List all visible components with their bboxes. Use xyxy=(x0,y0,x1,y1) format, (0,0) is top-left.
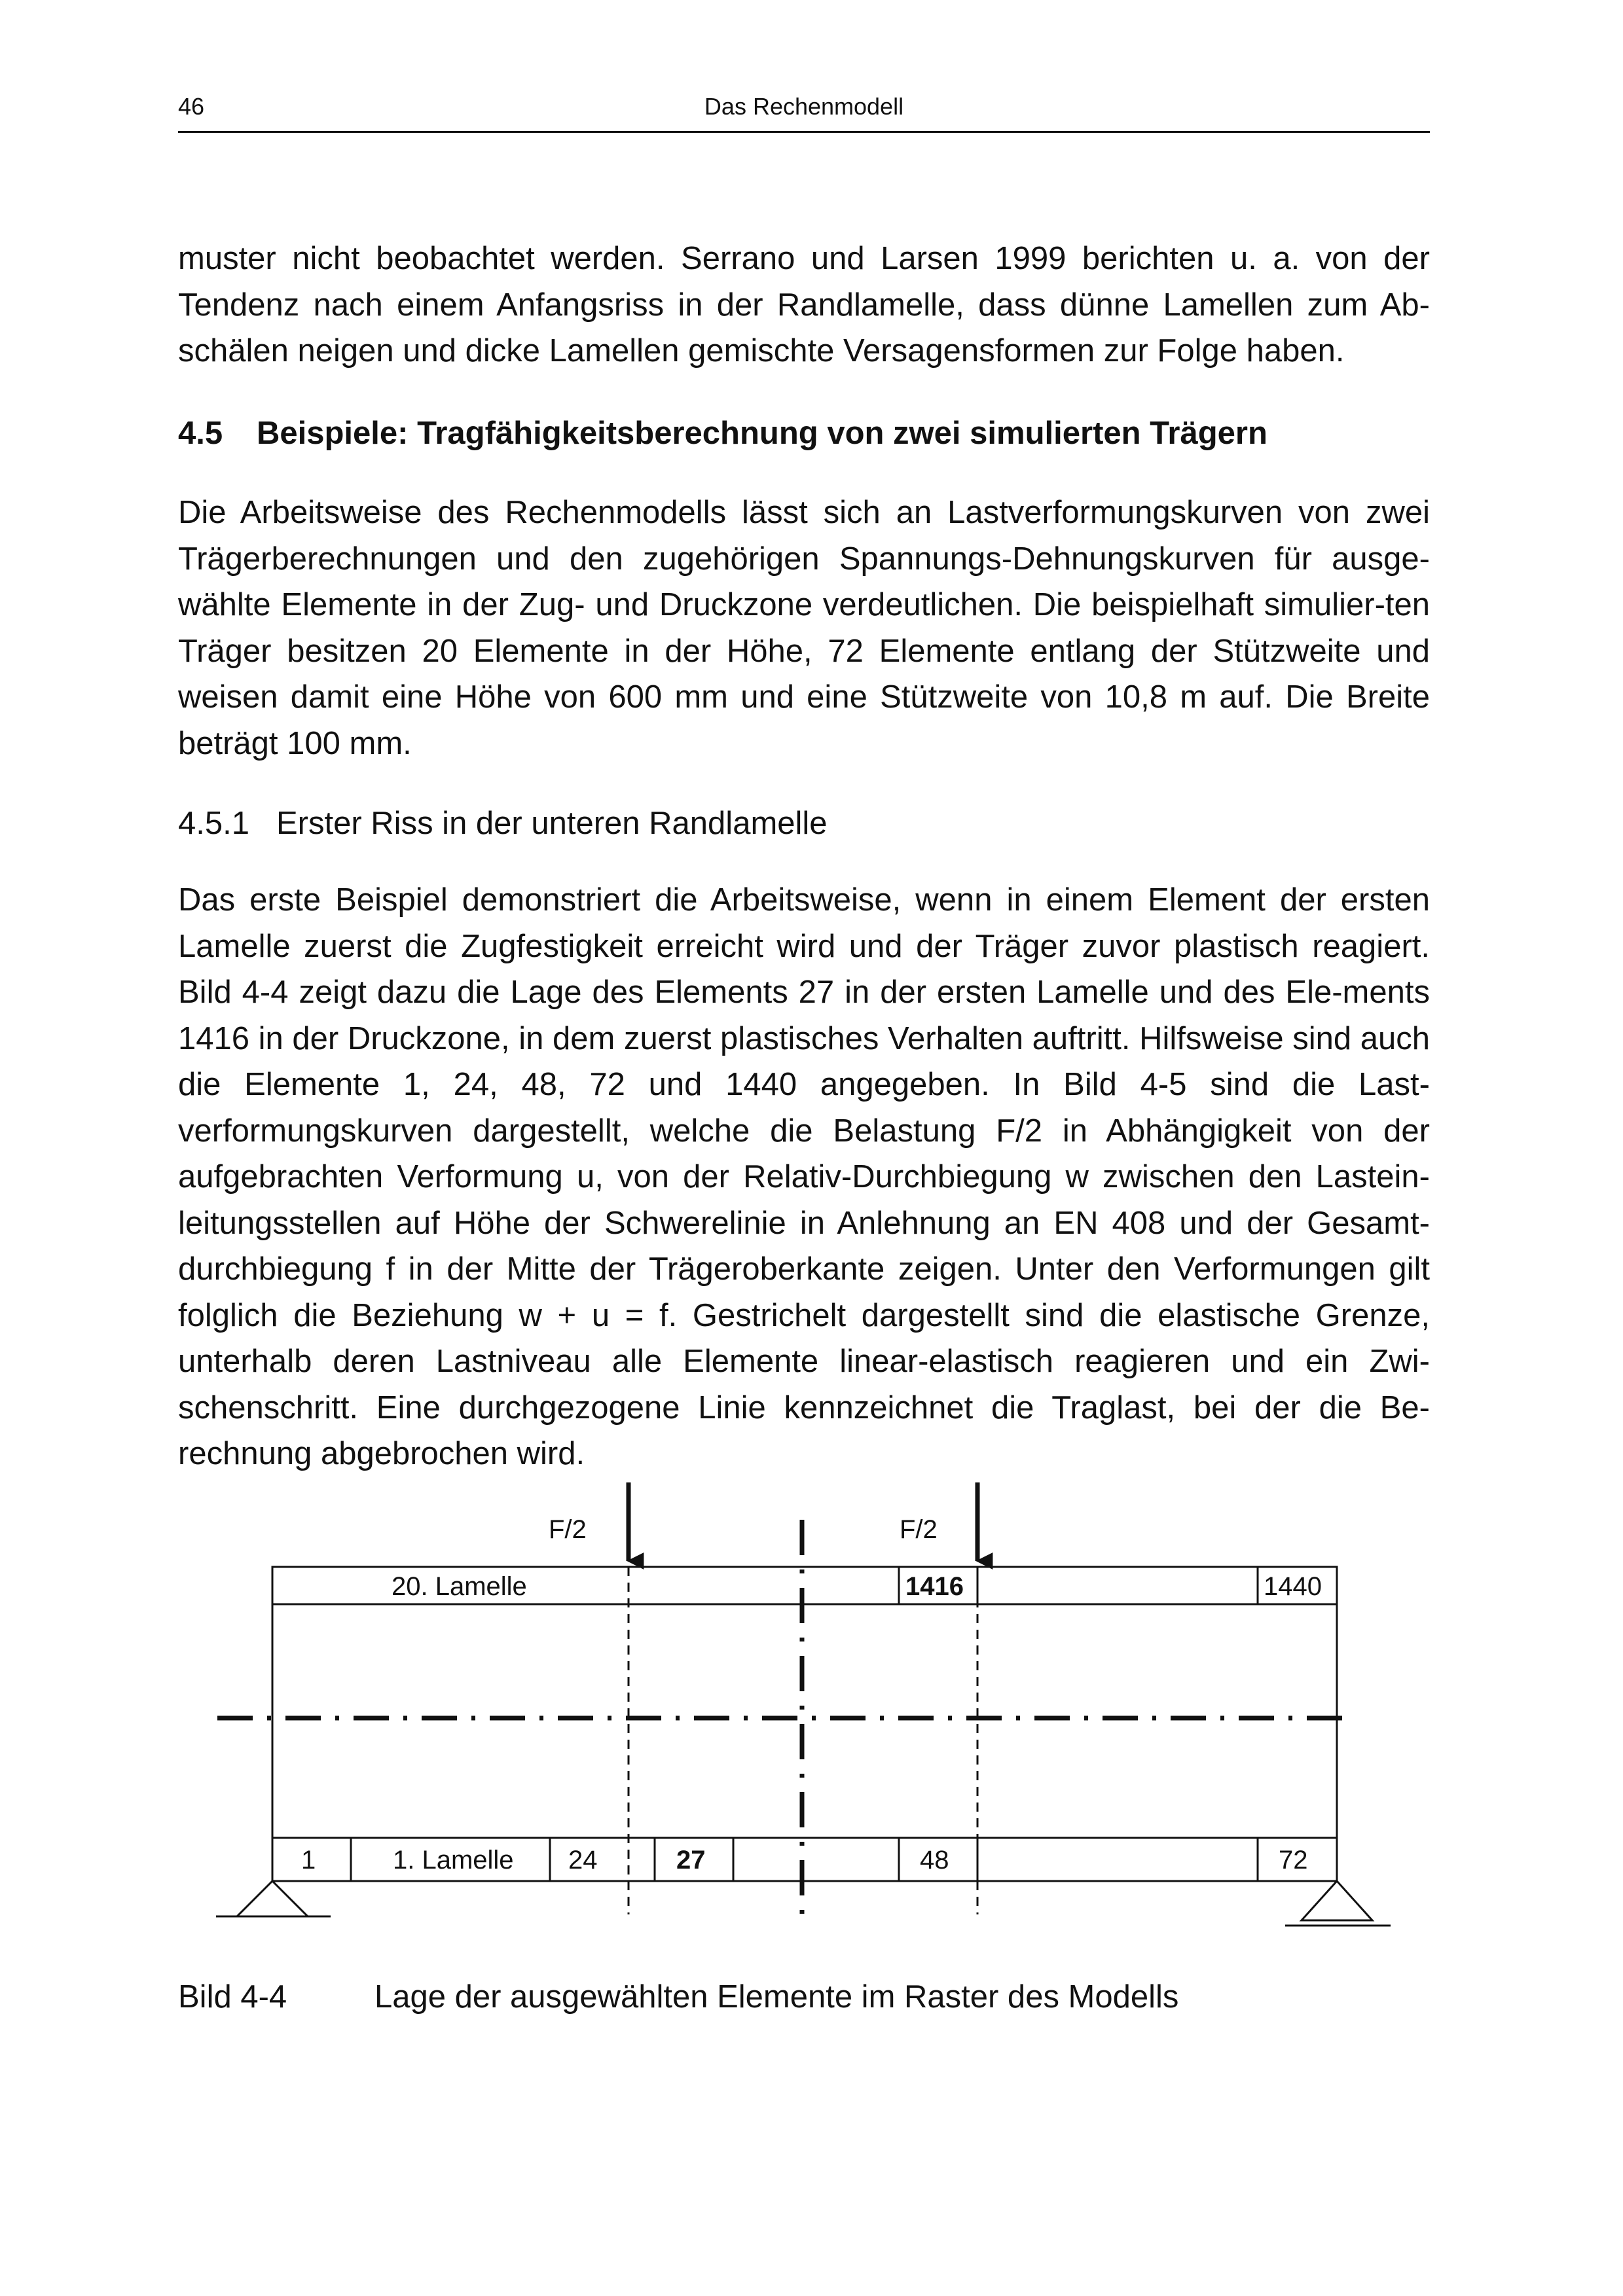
subsection-heading xyxy=(178,800,1430,846)
element-1416-label: 1416 xyxy=(905,1572,964,1601)
section-title: Beispiele: Tragfähigkeitsberechnung von zwei simulierten Trägern xyxy=(257,416,1267,451)
element-27-label: 27 xyxy=(676,1846,706,1874)
section-heading xyxy=(178,410,1430,456)
load-label-left: F/2 xyxy=(549,1515,587,1544)
paragraph-continuation: muster nicht beobachtet werden. Serrano und Larsen 1999 berichten u. a. von der Tendenz nach einem Anfangsriss in der Randlamelle, dass dünne Lamellen zum Ab-schälen neigen und dicke Lamellen gemischte Versagensformen zur Folge haben. xyxy=(178,241,1430,368)
running-title: Das Rechenmodell xyxy=(704,93,904,120)
figure-caption xyxy=(178,1974,1430,2020)
caption-label: Bild 4-4 xyxy=(178,1979,287,2015)
element-72-label: 72 xyxy=(1279,1846,1308,1874)
bottom-lamella-label: 1. Lamelle xyxy=(393,1846,514,1874)
support-right xyxy=(1285,1881,1391,1926)
subsection-number: 4.5.1 xyxy=(178,806,249,841)
caption-text: Lage der ausgewählten Elemente im Raster des Modells xyxy=(374,1979,1179,2015)
section-number: 4.5 xyxy=(178,416,223,451)
element-48-label: 48 xyxy=(920,1846,949,1874)
subsection-title: Erster Riss in der unteren Randlamelle xyxy=(276,806,828,841)
page-header xyxy=(178,93,1430,133)
support-left xyxy=(216,1881,331,1916)
element-1440-label: 1440 xyxy=(1264,1572,1322,1601)
element-24-label: 24 xyxy=(568,1846,598,1874)
top-lamella-label: 20. Lamelle xyxy=(392,1572,527,1601)
paragraph-intro: Die Arbeitsweise des Rechenmodells lässt sich an Lastverformungskurven von zwei Trägerberechnungen und den zugehörigen Spannungs-Dehnungskurven für ausge-wählte Elemente in der Zug- und Druckzone verdeutlichen. Die beispielhaft simulier-ten Träger besitzen 20 Elemente in der Höhe, 72 Elemente entlang der Stützweite und weisen damit eine Höhe von 600 mm und eine Stützweite von 10,8 m auf. Die Breite beträgt 100 mm. xyxy=(178,495,1430,761)
beam-outline xyxy=(272,1567,1337,1881)
element-1-label: 1 xyxy=(301,1846,316,1874)
paragraph-example: Das erste Beispiel demonstriert die Arbeitsweise, wenn in einem Element der ersten Lamelle zuerst die Zugfestigkeit erreicht wird und der Träger zuvor plastisch reagiert. Bild 4-4 zeigt dazu die Lage des Elements 27 in der ersten Lamelle und des Ele-ments 1416 in der Druckzone, in dem zuerst plastisches Verhalten auftritt. Hilfsweise sind auch die Elemente 1, 24, 48, 72 und 1440 angegeben. In Bild 4-5 sind die Last-verformungskurven dargestellt, welche die Belastung F/2 in Abhängigkeit von der aufgebrachten Verformung u, von der Relativ-Durchbiegung w zwischen den Lastein-leitungsstellen auf Höhe der Schwerelinie in Anlehnung an EN 408 und der Gesamt-durchbiegung f in der Mitte der Trägeroberkante zeigen. Unter den Verformungen gilt folglich die Beziehung w + u = f. Gestrichelt dargestellt sind die elastische Grenze, unterhalb deren Lastniveau alle Elemente linear-elastisch reagieren und ein Zwi-schenschritt. Eine durchgezogene Linie kennzeichnet die Traglast, bei der die Be-rechnung abgebrochen wird. xyxy=(178,882,1430,1471)
page-number: 46 xyxy=(178,93,205,120)
load-label-right: F/2 xyxy=(900,1515,938,1544)
